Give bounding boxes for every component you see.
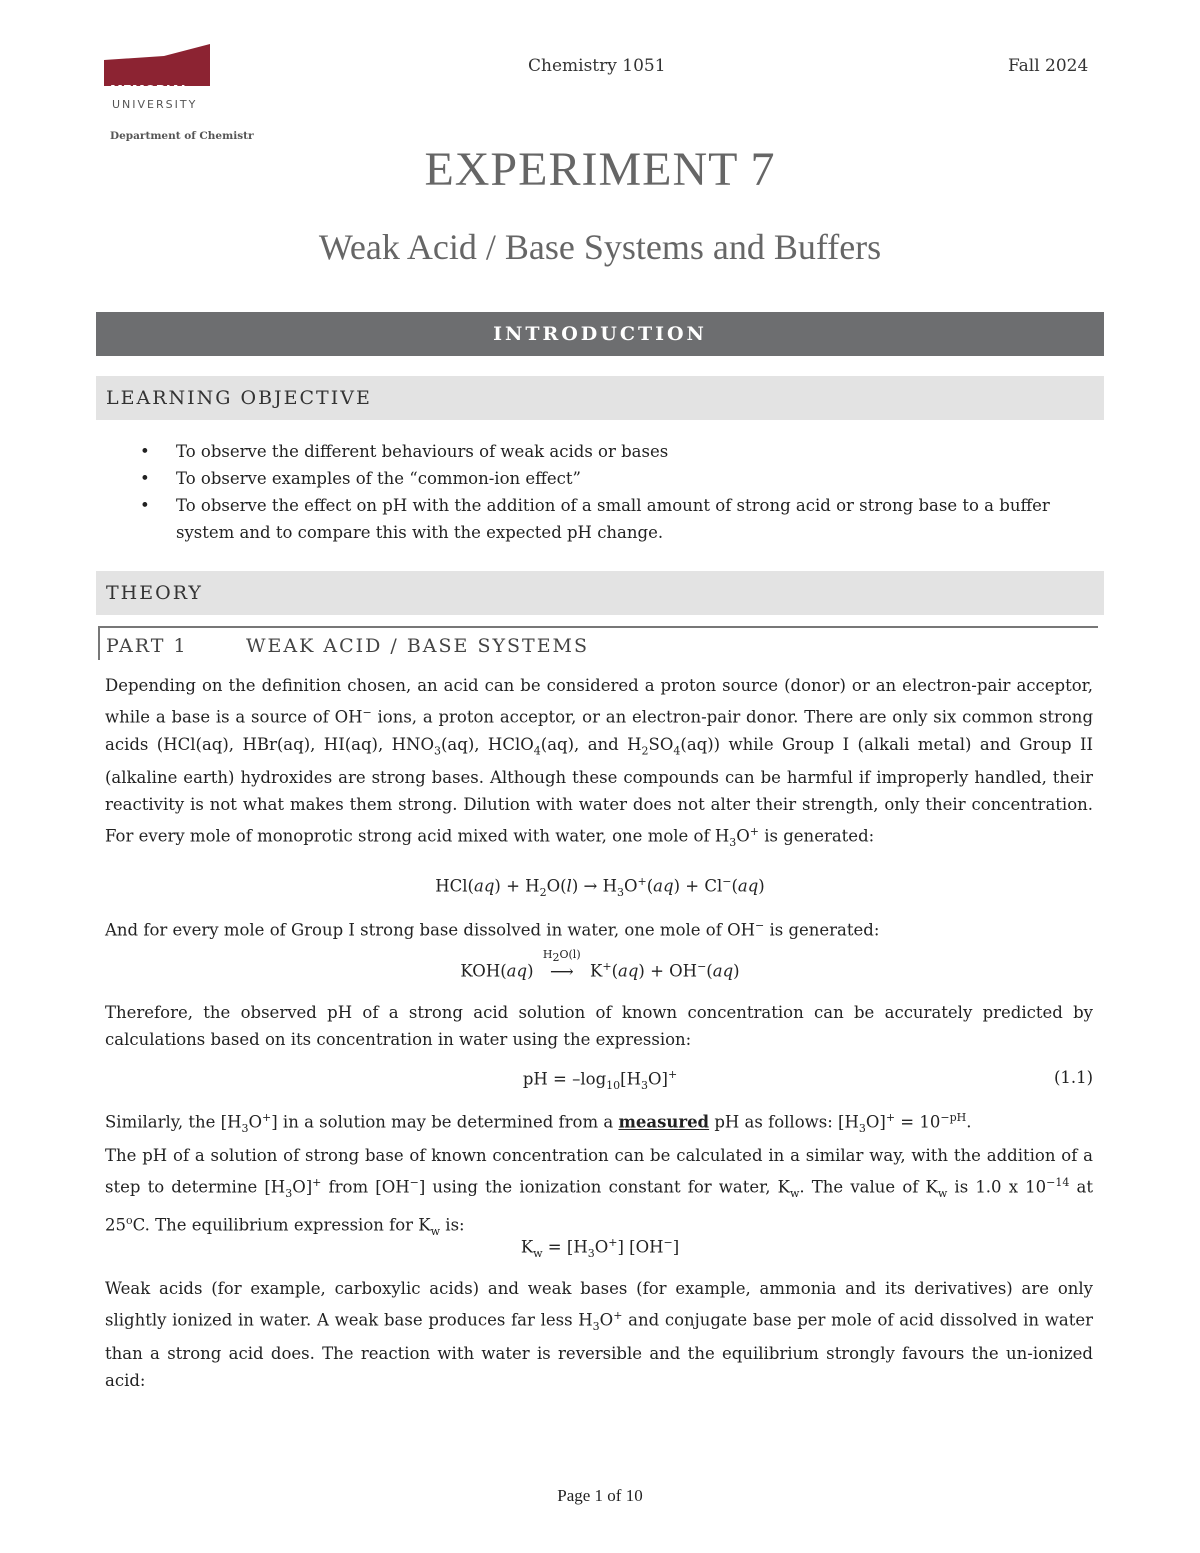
term-label: Fall 2024: [1008, 56, 1089, 76]
page-subtitle: Weak Acid / Base Systems and Buffers: [318, 227, 882, 267]
equation-ph: pH = $-\log_{10}[H_3O]^+$: [522, 1068, 678, 1092]
course-name: Chemistry 1051: [528, 56, 666, 76]
paragraph-measured-ph: Similarly, the $[H_3O^+]$ in a solution may be determined from a measured pH as follows: $[H_3O]^+ = 10^{-pH}$.: [105, 1111, 972, 1135]
paragraph-weak-acids: Weak acids (for example, carboxylic acids) and weak bases (for example, ammonia and its derivatives) are only slightly ionized in water. A weak base produces far less $H_3O^+$ and conjugate base per mole of acid dissolved in water than a strong acid does. The reaction with water is reversible and the equilibrium strongly favours the un-ionized acid:: [105, 1279, 1093, 1390]
list-item: • To observe the effect on pH with the addition of a small amount of strong acid or strong base to a buffer system and to compare this with the expected pH change.: [140, 492, 1098, 546]
part1-heading: [98, 626, 1098, 660]
logo-banner-icon: [104, 44, 254, 144]
paragraph-ph-prediction: Therefore, the observed pH of a strong acid solution of known concentration can be accurately predicted by calculations based on its concentration in water using the expression:: [105, 1003, 1093, 1049]
equation-kw: $K_w = [H_3O^+]$ [OH−]: [520, 1236, 680, 1260]
objectives-list: [140, 438, 1098, 546]
part1-label: PART 1: [106, 635, 188, 657]
page-title: EXPERIMENT 7: [424, 143, 776, 196]
equation-number: (1.1): [1054, 1068, 1094, 1087]
logo-text-2: UNIVERSITY: [112, 98, 198, 111]
paragraph-definitions: Depending on the definition chosen, an acid can be considered a proton source (donor) or an electron-pair acceptor, while a base is a source of OH− ions, a proton acceptor, or an electron-pair donor. There are only six common strong acids (HCl(aq), HBr(aq), HI(aq), $HNO_3(aq)$, HClO$_4$(aq), and $H_2SO_4(aq)$) while Group I (alkali metal) and Group II (alkaline earth) hydroxides are strong bases. Although these compounds can be harmful if improperly handled, their reactivity is not what makes them strong. Dilution with water does not alter their strength, only their concentration. For every mole of monoprotic strong acid mixed with water, one mole of $H_3O^+$ is generated:: [105, 676, 1094, 849]
part1-title: WEAK ACID / BASE SYSTEMS: [246, 635, 590, 657]
logo-text-3: Department of Chemistry: [110, 130, 254, 142]
page-number: Page 1 of 10: [557, 1486, 643, 1505]
university-logo: [104, 44, 254, 144]
learning-objective-heading: LEARNING OBJECTIVE: [96, 376, 1104, 420]
equation-koh: KOH(aq) $H_2O(l)$ ⟶ K+(aq) + OH−(aq): [460, 947, 740, 981]
paragraph-strong-base: And for every mole of Group I strong base dissolved in water, one mole of OH− is generated:: [105, 919, 880, 940]
theory-heading: THEORY: [96, 571, 1104, 615]
paragraph-kw: The pH of a solution of strong base of known concentration can be calculated in a similar way, with the addition of a step to determine $[H_3O]^+$ from [OH−] using the ionization constant for water, $K_w$. The value of $K_w$ is 1.0 x $10^{-14}$ at 25$^o$C. The equilibrium expression for $K_w$ is:: [105, 1146, 1093, 1238]
list-item: • To observe the different behaviours of weak acids or bases: [140, 438, 1098, 465]
list-item: • To observe examples of the “common-ion effect”: [140, 465, 1098, 492]
logo-text-1: MEMORIAL: [110, 84, 189, 99]
introduction-heading: INTRODUCTION: [96, 312, 1104, 356]
equation-hcl: $HCl(aq) + H_2O(l) \to H_3O^+(aq) + Cl^-(aq)$: [435, 875, 765, 899]
